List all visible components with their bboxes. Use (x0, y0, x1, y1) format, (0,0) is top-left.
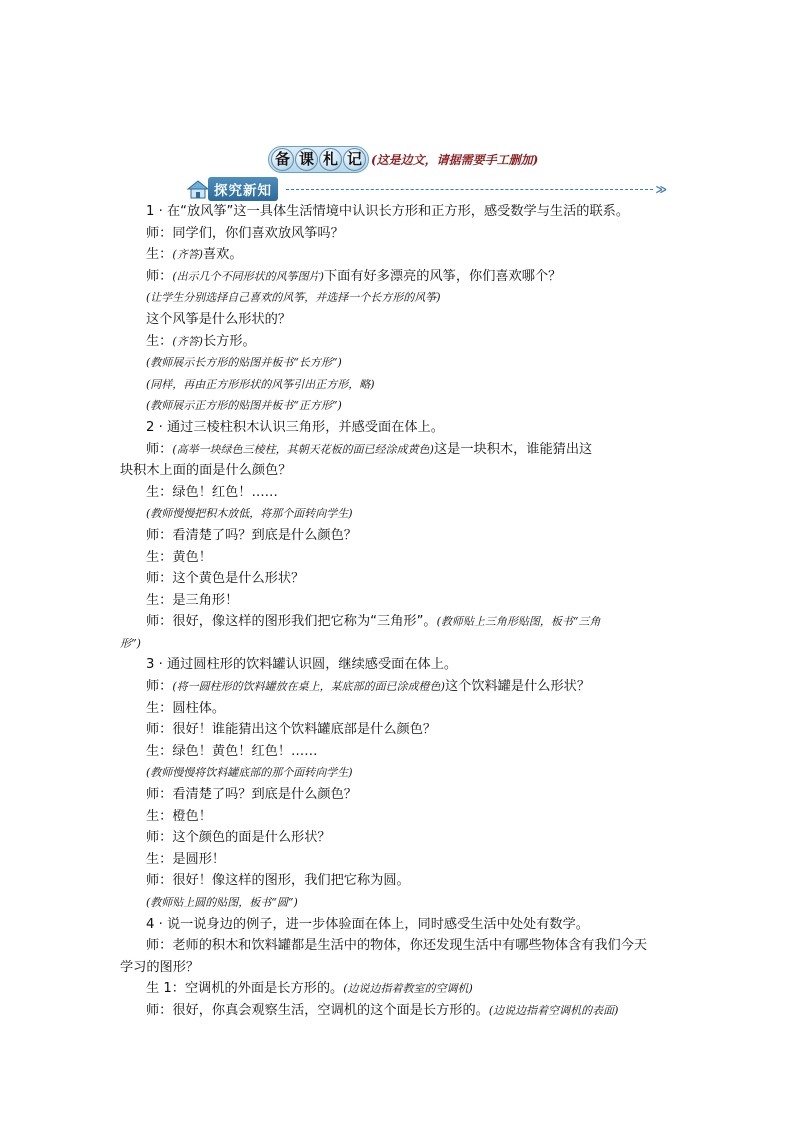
line-text: 师：这个黄色是什么形状？ (146, 571, 305, 587)
banner-char: 记 (343, 148, 366, 171)
text-line (120, 244, 676, 266)
line-text: 师：很好，你真会观察生活，空调机的这个面是长方形的。 (146, 1002, 489, 1018)
line-text: 师： (146, 268, 173, 284)
line-text: 师：很好！谁能猜出这个饮料罐底部是什么颜色？ (146, 722, 437, 738)
banner-char: 课 (295, 148, 318, 171)
text-line (120, 935, 676, 957)
text-line (120, 395, 676, 417)
text-line (120, 287, 676, 309)
line-text: 3 · 通过圆柱形的饮料罐认识圆，继续感受面在体上。 (146, 657, 458, 673)
text-line (120, 568, 676, 590)
stage-direction: (将一圆柱形的饮料罐放在桌上，某底部的面已涂成橙色) (172, 680, 445, 694)
text-line (120, 460, 676, 482)
line-text: 生：是圆形！ (146, 851, 226, 867)
text-line (120, 654, 676, 676)
section-header (186, 178, 664, 200)
banner-note: (这是边文，请据需要手工删加) (371, 152, 539, 167)
text-line (120, 914, 676, 936)
line-text: 生：是三角形！ (146, 592, 239, 608)
text-line (120, 676, 676, 698)
text-line (120, 1000, 676, 1022)
text-line (120, 417, 676, 439)
text-line (120, 439, 676, 461)
line-text: 喜欢。 (202, 247, 243, 263)
text-line (120, 352, 676, 374)
line-text: 块积木上面的面是什么颜色？ (120, 463, 292, 479)
stage-direction: (齐答) (172, 334, 203, 348)
text-line (120, 266, 676, 288)
stage-direction: (教师展示正方形的贴图并板书“正方形”) (146, 399, 342, 413)
dashed-divider (286, 189, 653, 190)
lesson-notes-banner (268, 146, 538, 172)
text-line (120, 590, 676, 612)
line-text: 师：这个颜色的面是什么形状？ (146, 830, 331, 846)
line-text: 师： (146, 441, 173, 457)
line-text: 师：看清楚了吗？到底是什么颜色？ (146, 527, 357, 543)
text-line (120, 698, 676, 720)
line-text: 生：绿色！红色！…… (146, 484, 278, 500)
text-line (120, 719, 676, 741)
stage-direction: (高举一块绿色三棱柱，其朝天花板的面已经涂成黄色) (172, 442, 434, 456)
text-line (120, 827, 676, 849)
text-line (120, 547, 676, 569)
stage-direction: (教师展示长方形的贴图并板书“长方形”) (146, 356, 342, 370)
lesson-body (120, 201, 676, 1022)
line-text: 师：同学们，你们喜欢放风筝吗？ (146, 225, 344, 241)
line-text: 1 · 在“放风筝”这一具体生活情境中认识长方形和正方形，感受数学与生活的联系。 (146, 204, 630, 219)
text-line (120, 762, 676, 784)
text-line (120, 374, 676, 396)
text-line (120, 309, 676, 331)
line-text: 生：圆柱体。 (146, 700, 226, 716)
stage-direction: (教师贴上三角形贴图，板书“三角 (436, 615, 601, 629)
line-text: 生： (146, 333, 173, 349)
line-text: 学习的图形？ (120, 959, 200, 975)
line-text: 生：黄色！ (146, 549, 212, 565)
line-text: 师： (146, 679, 173, 695)
text-line (120, 957, 676, 979)
line-text: 生：绿色！黄色！红色！…… (146, 743, 318, 759)
text-line (120, 611, 676, 633)
text-line (120, 633, 676, 655)
stage-direction: (教师慢慢将饮料罐底部的那个面转向学生) (146, 766, 353, 780)
stage-direction: (让学生分别选择自己喜欢的风筝，并选择一个长方形的风筝) (146, 291, 441, 305)
banner-char: 备 (271, 148, 294, 171)
text-line (120, 201, 676, 223)
line-text: 师：看清楚了吗？到底是什么颜色？ (146, 787, 357, 803)
text-line (120, 849, 676, 871)
section-title: 探究新知 (208, 177, 278, 201)
house-icon (186, 179, 210, 199)
line-text: 2 · 通过三棱柱积木认识三角形，并感受面在体上。 (146, 419, 444, 435)
line-text: 下面有好多漂亮的风筝，你们喜欢哪个？ (323, 268, 562, 284)
stage-direction: (教师慢慢把积木放低，将那个面转向学生) (146, 507, 353, 521)
line-text: 长方形。 (202, 333, 256, 349)
text-line (120, 806, 676, 828)
line-text: 这是一块积木，谁能猜出这 (433, 441, 593, 457)
line-text: 生： (146, 247, 173, 263)
text-line (120, 784, 676, 806)
banner-title (268, 146, 369, 173)
stage-direction: (同样，再由正方形形状的风筝引出正方形，略) (146, 377, 375, 391)
line-text: 师：很好！像这样的图形，我们把它称为圆。 (146, 873, 410, 889)
stage-direction: (教师贴上圆的贴图，板书“圆”) (146, 896, 298, 909)
line-text: 这个饮料罐是什么形状？ (444, 679, 591, 695)
line-text: 生：橙色！ (146, 808, 212, 824)
line-text: 这个风筝是什么形状的？ (146, 311, 292, 327)
line-text: 师：老师的积木和饮料罐都是生活中的物体，你还发现生活中有哪些物体含有我们今天 (146, 938, 648, 954)
text-line (120, 525, 676, 547)
line-text: 生 1：空调机的外面是长方形的。 (146, 981, 344, 997)
line-text: 师：很好，像这样的图形我们把它称为“三角形”。 (146, 614, 437, 630)
text-line (120, 482, 676, 504)
chevron-right-icon: ≫ (655, 182, 664, 196)
stage-direction: (出示几个不同形状的风筝图片) (172, 269, 324, 283)
stage-direction: (边说边指着空调机的表面) (488, 1003, 619, 1017)
text-line (120, 892, 676, 914)
stage-direction: 形”) (120, 636, 141, 650)
text-line (120, 978, 676, 1000)
stage-direction: (齐答) (172, 248, 203, 262)
text-line (120, 741, 676, 763)
stage-direction: (边说边指着教室的空调机) (343, 982, 473, 996)
banner-char: 札 (319, 148, 342, 171)
text-line (120, 503, 676, 525)
text-line (120, 223, 676, 245)
line-text: 4 · 说一说身边的例子，进一步体验面在体上，同时感受生活中处处有数学。 (146, 916, 589, 932)
text-line (120, 870, 676, 892)
text-line (120, 331, 676, 353)
